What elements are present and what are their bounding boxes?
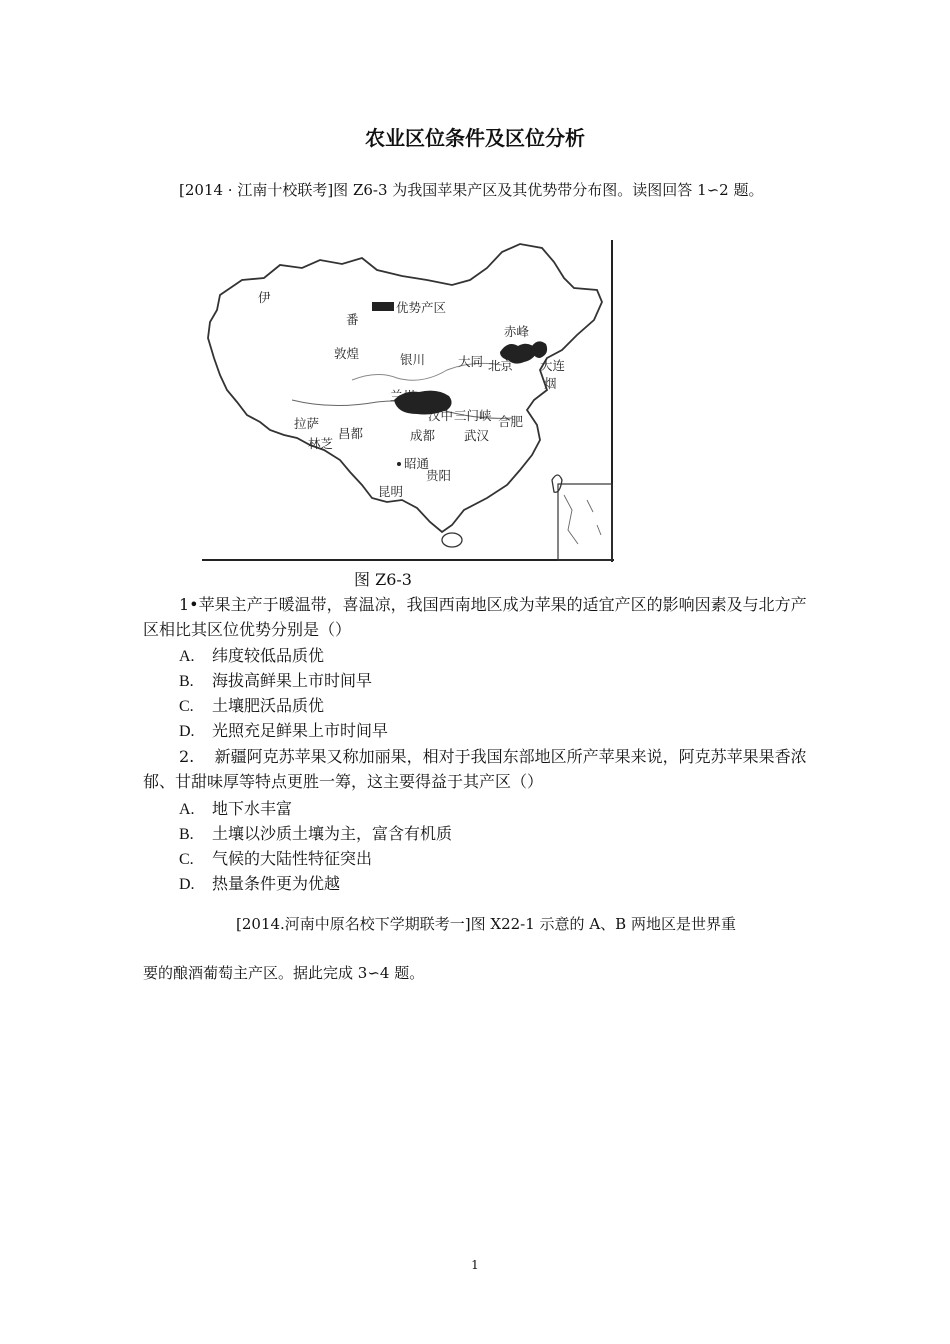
q1-option-d[interactable]: D. 光照充足鲜果上市时间早 xyxy=(179,721,389,740)
city-label: 大同 xyxy=(458,354,484,369)
city-label: 汉中 xyxy=(428,408,454,423)
page-number: 1 xyxy=(471,1258,479,1272)
q1-option-c[interactable]: C. 土壤肥沃品质优 xyxy=(179,696,325,715)
figure-caption: 图 Z6-3 xyxy=(354,570,412,589)
city-label: 兰州 xyxy=(390,388,416,403)
city-label: 敦煌 xyxy=(334,346,360,361)
city-label: 林芝 xyxy=(308,436,334,451)
china-apple-map xyxy=(202,240,614,562)
q2-option-d[interactable]: D. 热量条件更为优越 xyxy=(179,874,341,893)
q2-option-c[interactable]: C. 气候的大陆性特征突出 xyxy=(179,849,373,868)
city-label: 拉萨 xyxy=(294,416,320,431)
city-label: 昆明 xyxy=(378,484,404,499)
city-label: 三门峡 xyxy=(454,408,492,423)
city-label: 武汉 xyxy=(464,428,490,443)
city-label: 银川 xyxy=(400,352,426,367)
city-label: 赤峰 xyxy=(504,324,530,339)
city-label: 合肥 xyxy=(498,414,524,429)
city-label: 烟 xyxy=(544,376,557,391)
intro2-line-1: [2014.河南中原名校下学期联考一]图 X22-1 示意的 A、B 两地区是世界重 xyxy=(236,915,736,933)
legend-swatch xyxy=(372,302,394,311)
q2-option-b[interactable]: B. 土壤以沙质土壤为主，富含有机质 xyxy=(179,824,453,843)
city-label: 昌都 xyxy=(338,426,364,441)
q2-option-a[interactable]: A. 地下水丰富 xyxy=(179,799,293,818)
city-label: 大连 xyxy=(540,358,566,373)
intro2-line-2: 要的酿酒葡萄主产区。据此完成 3∽4 题。 xyxy=(143,964,425,982)
city-label: 成都 xyxy=(410,428,436,443)
city-label: 北京 xyxy=(488,358,514,373)
city-label: 番 xyxy=(346,312,359,327)
city-label: 伊 xyxy=(258,290,271,305)
legend-label: 优势产区 xyxy=(396,300,447,315)
city-label: 昭通 xyxy=(404,456,430,471)
question-1-stem: 1•苹果主产于暖温带，喜温凉，我国西南地区成为苹果的适宜产区的影响因素及与北方产区相比其区位优势分别是（） xyxy=(143,595,807,639)
city-label: 贵阳 xyxy=(426,468,452,483)
q1-option-a[interactable]: A. 纬度较低品质优 xyxy=(179,646,325,665)
question-2-stem: 2. 新疆阿克苏苹果又称加丽果，相对于我国东部地区所产苹果来说，阿克苏苹果果香浓郁、甘甜味厚等特点更胜一筹，这主要得益于其产区（） xyxy=(143,747,807,791)
q1-option-b[interactable]: B. 海拔高鲜果上市时间早 xyxy=(179,671,373,690)
intro-paragraph: [2014 · 江南十校联考]图 Z6-3 为我国苹果产区及其优势带分布图。读图回答 1∽2 题。 xyxy=(179,181,764,199)
page-title: 农业区位条件及区位分析 xyxy=(365,126,585,150)
